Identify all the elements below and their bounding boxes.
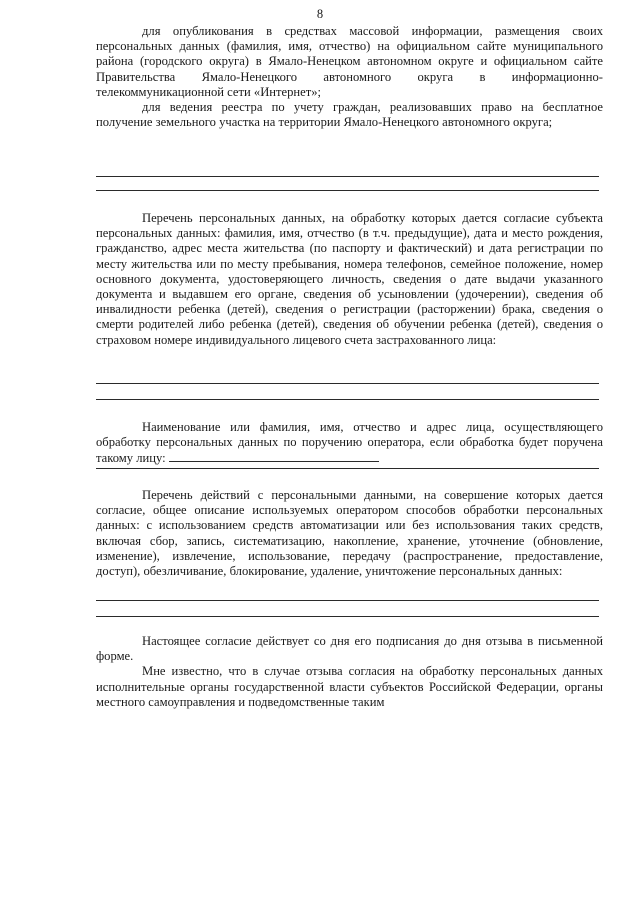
processor-blank[interactable] <box>169 450 379 462</box>
purpose-list <box>96 24 603 130</box>
personal-data-section <box>96 211 603 348</box>
processor-section <box>96 420 603 467</box>
processor-text: Наименование или фамилия, имя, отчество и адрес лица, осуществляющего обработку персональных данных по поручению оператора, если обработка будет поручена такому лицу: <box>96 420 603 466</box>
validity-text: Настоящее согласие действует со дня его подписания до дня отзыва в письменной форме. <box>96 634 603 664</box>
purpose-registry: для ведения реестра по учету граждан, реализовавших право на бесплатное получение земельного участка на территории Ямало-Ненецкого автономного округа; <box>96 100 603 130</box>
closing-section <box>96 634 603 710</box>
actions-section <box>96 488 603 579</box>
purpose-publication: для опубликования в средствах массовой информации, размещения своих персональных данных (фамилия, имя, отчество) на официальном сайте муниципального района (городского округа) в Ямало-Ненецком автономном округе и официальном сайте Правительства Ямало-Ненецкого автономного округа в информационно-телекоммуникационной сети «Интернет»; <box>96 24 603 99</box>
blank-line[interactable] <box>96 616 599 617</box>
actions-list: Перечень действий с персональными данными, на совершение которых дается согласие, общее описание используемых оператором способов обработки персональных данных: с использованием средств автоматизации или без использования таких средств, включая сбор, запись, систематизацию, накопление, хранение, уточнение (обновление, изменение), извлечение, использование, передачу (распространение, предоставление, доступ), обезличивание, блокирование, удаление, уничтожение персональных данных: <box>96 488 603 579</box>
page-number: 8 <box>316 7 324 21</box>
blank-line[interactable] <box>96 399 599 400</box>
personal-data-list: Перечень персональных данных, на обработку которых дается согласие субъекта персональных данных: фамилия, имя, отчество (в т.ч. предыдущие), дата и место рождения, гражданство, адрес места жительства (по паспорту и фактический) и дата регистрации по месту жительства или по месту пребывания, номера телефонов, семейное положение, номер основного документа, удостоверяющего личность, сведения о дате выдачи указанного документа и выдавшем его органе, сведения об усыновлении (удочерении), сведения об инвалидности ребенка (детей), сведения о регистрации (расторжении) брака, сведения о смерти родителей либо ребенка (детей), сведения об обучении ребенка (детей), сведения о страховом номере индивидуального лицевого счета застрахованного лица: <box>96 211 603 347</box>
blank-line[interactable] <box>96 190 599 191</box>
blank-line[interactable] <box>96 468 599 469</box>
blank-line[interactable] <box>96 176 599 177</box>
blank-line[interactable] <box>96 600 599 601</box>
blank-line[interactable] <box>96 383 599 384</box>
revocation-text: Мне известно, что в случае отзыва согласия на обработку персональных данных исполнительные органы государственной власти субъектов Российской Федерации, органы местного самоуправления и подведомственные таким <box>96 664 603 709</box>
